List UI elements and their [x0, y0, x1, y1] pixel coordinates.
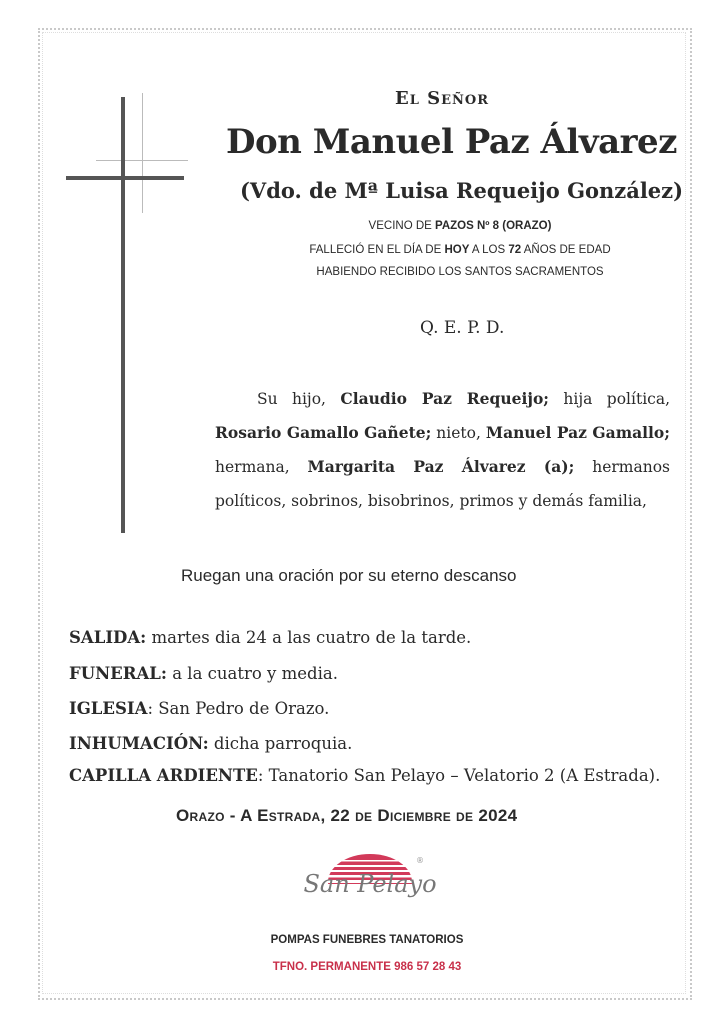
company-tagline: POMPAS FUNEBRES TANATORIOS: [270, 934, 464, 946]
detail-salida: SALIDA: martes dia 24 a las cuatro de la tarde.: [69, 628, 472, 647]
logo-text: San Pelayo: [303, 870, 437, 898]
info-line-residence: VECINO DE PAZOS Nº 8 (ORAZO): [368, 220, 552, 232]
detail-funeral: FUNERAL: a la cuatro y media.: [69, 664, 338, 683]
title-prefix: El Señor: [395, 88, 490, 109]
widow-of: (Vdo. de Mª Luisa Requeijo González): [240, 178, 684, 203]
family-paragraph: Su hijo, Claudio Paz Requeijo; hija política, Rosario Gamallo Gañete; nieto, Manuel Paz Gamallo; hermana, Margarita Paz Álvarez (a); hermanos políticos, sobrinos, bisobrinos, primos y demás familia,: [215, 389, 671, 510]
date-line: Orazo - A Estrada, 22 de Diciembre de 2024: [176, 806, 518, 825]
deceased-name: Don Manuel Paz Álvarez: [226, 122, 677, 162]
prayer-request: Ruegan una oración por su eterno descanso: [181, 566, 517, 585]
info-line-death: FALLECIÓ EN EL DÍA DE HOY A LOS 72 AÑOS DE EDAD: [309, 244, 611, 256]
phone-line: TFNO. PERMANENTE 986 57 28 43: [272, 961, 462, 973]
registered-mark: ®: [416, 856, 424, 865]
detail-iglesia: IGLESIA: San Pedro de Orazo.: [69, 699, 330, 718]
qepd: Q. E. P. D.: [420, 318, 505, 338]
info-line-sacraments: HABIENDO RECIBIDO LOS SANTOS SACRAMENTOS: [316, 266, 604, 278]
detail-capilla: CAPILLA ARDIENTE: Tanatorio San Pelayo – Velatorio 2 (A Estrada).: [69, 766, 661, 785]
detail-inhumacion: INHUMACIÓN: dicha parroquia.: [69, 734, 353, 753]
san-pelayo-logo: [300, 848, 440, 918]
